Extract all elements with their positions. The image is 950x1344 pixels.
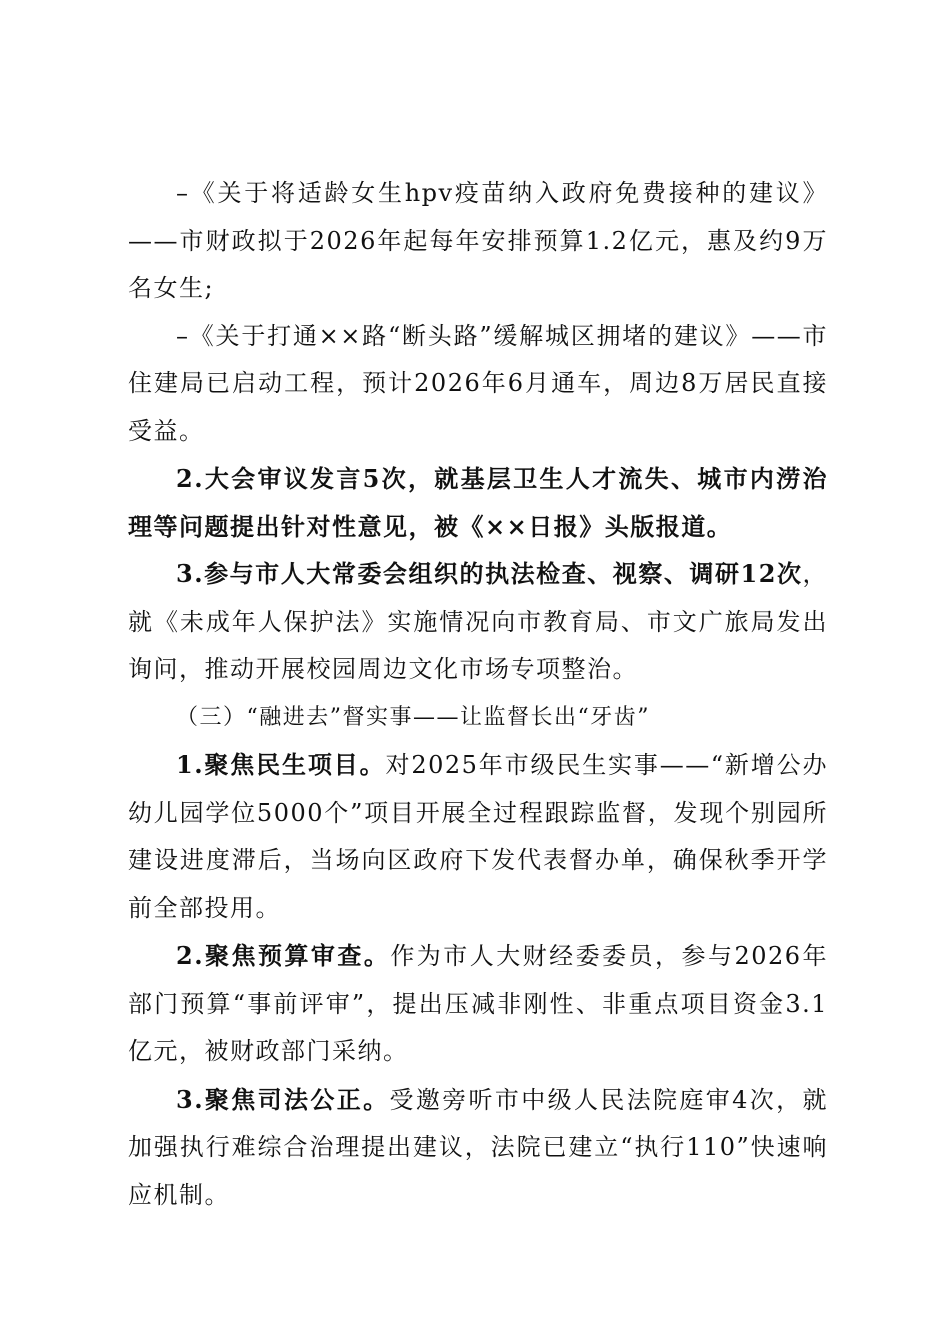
paragraph-inspection-activities — [128, 550, 828, 694]
paragraph-livelihood-lead: 1.聚焦民生项目。 — [176, 750, 386, 779]
paragraph-budget-body: 作为市人大财经委委员，参与2026年部门预算“事前评审”，提出压减非刚性、非重点项目资金3.1亿元，被财政部门采纳。 — [128, 942, 828, 1065]
paragraph-judicial-lead: 3.聚焦司法公正。 — [176, 1084, 390, 1114]
paragraph-hpv-vaccine-proposal: –《关于将适龄女生hpv疫苗纳入政府免费接种的建议》——市财政拟于2026年起每年安排预算1.2亿元，惠及约9万名女生; — [128, 179, 828, 302]
paragraph-inspection-body: ，就《未成年人保护法》实施情况向市教育局、市文广旅局发出询问，推动开展校园周边文化市场专项整治。 — [128, 560, 828, 683]
document-page — [128, 170, 828, 1219]
paragraph-judicial-fairness — [128, 1076, 828, 1220]
paragraph-livelihood-body: 对2025年市级民生实事——“新增公办幼儿园学位5000个”项目开展全过程跟踪监督，发现个别园所建设进度滞后，当场向区政府下发代表督办单，确保秋季开学前全部投用。 — [128, 751, 828, 922]
paragraph-congress-speeches: 2.大会审议发言5次，就基层卫生人才流失、城市内涝治理等问题提出针对性意见，被《××日报》头版报道。 — [128, 464, 828, 541]
paragraph-inspection-lead: 3.参与市人大常委会组织的执法检查、视察、调研12次 — [176, 559, 803, 588]
paragraph-livelihood-projects — [128, 741, 828, 932]
paragraph-road-proposal: –《关于打通××路“断头路”缓解城区拥堵的建议》——市住建局已启动工程，预计2026年6月通车，周边8万居民直接受益。 — [128, 321, 828, 445]
section-heading-3: （三）“融进去”督实事——让监督长出“牙齿” — [176, 704, 650, 730]
paragraph-budget-review — [128, 932, 828, 1076]
paragraph-budget-lead: 2.聚焦预算审查。 — [176, 941, 391, 970]
paragraph-judicial-body: 受邀旁听市中级人民法院庭审4次，就加强执行难综合治理提出建议，法院已建立“执行110”快速响应机制。 — [128, 1085, 828, 1209]
